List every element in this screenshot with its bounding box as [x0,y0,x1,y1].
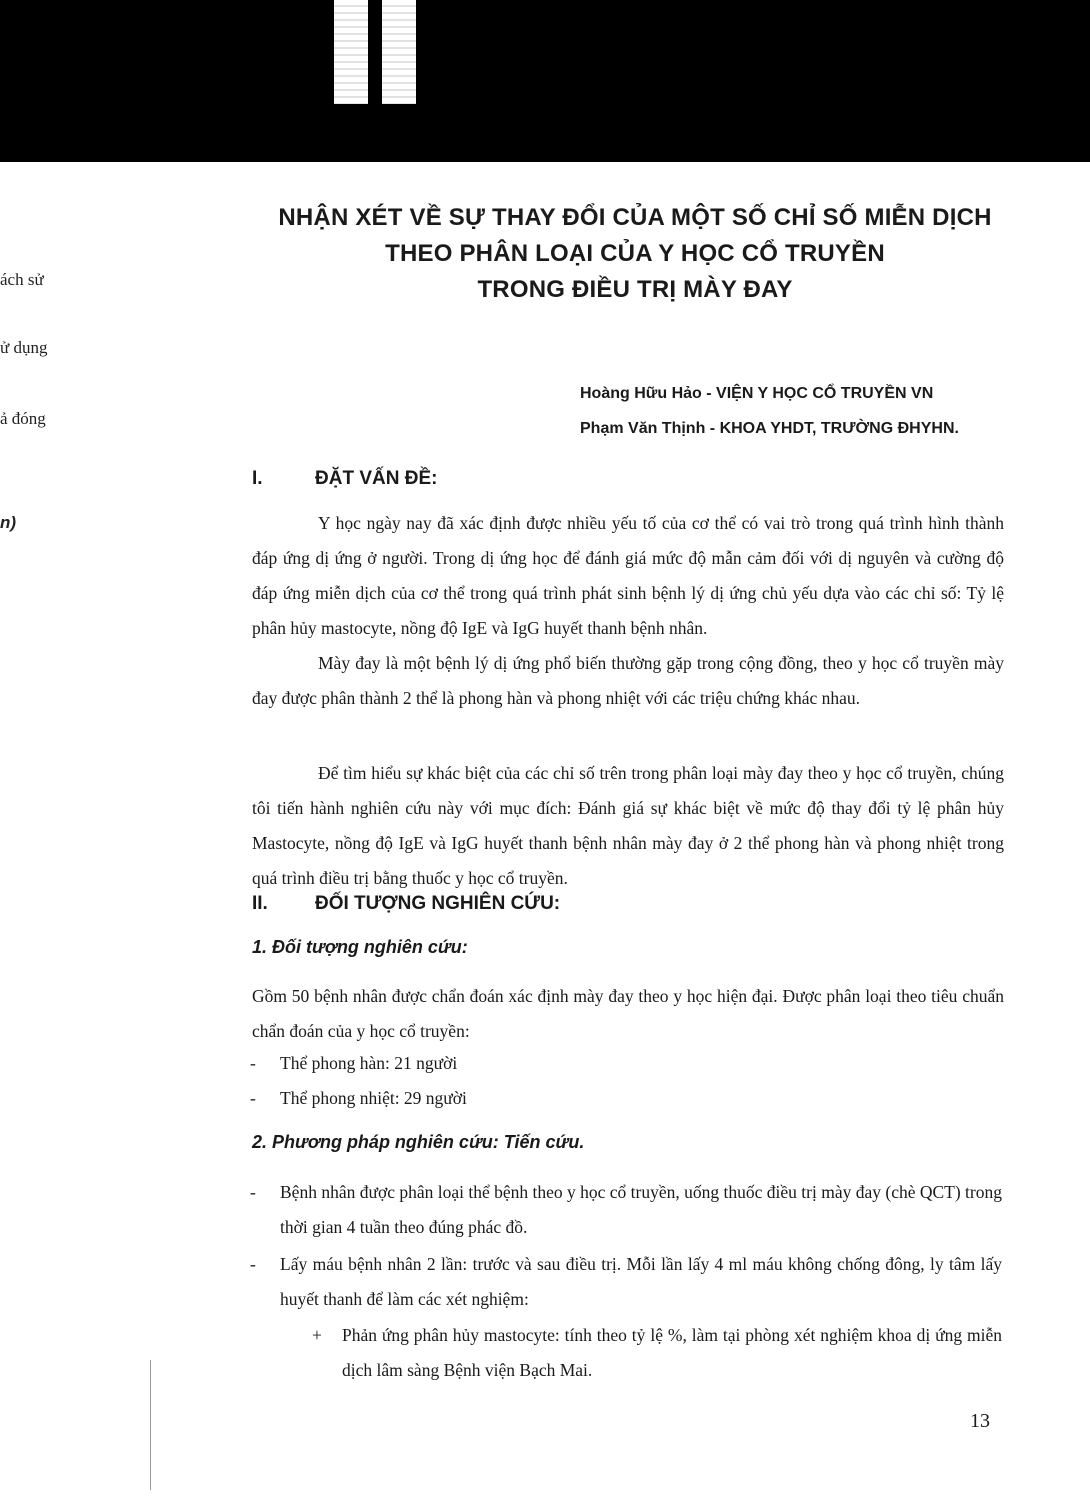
section-title: ĐỐI TƯỢNG NGHIÊN CỨU: [315,893,561,914]
paragraph: Mày đay là một bệnh lý dị ứng phổ biến thường gặp trong cộng đồng, theo y học cổ truyền mày đay được phân thành 2 thể là phong hàn và phong nhiệt với các triệu chứng khác nhau. [252,653,1004,708]
bullet-item [250,1046,1002,1081]
sub-bullet-text: Phản ứng phân hủy mastocyte: tính theo tỷ lệ %, làm tại phòng xét nghiệm khoa dị ứng miễn dịch lâm sàng Bệnh viện Bạch Mai. [342,1325,1002,1380]
margin-fragment: ách sử [0,270,44,289]
margin-fragment: ả đóng [0,409,46,428]
margin-scan-line [150,1360,151,1490]
bullet-text: Thể phong nhiệt: 29 người [280,1088,467,1108]
author-line-2: Phạm Văn Thịnh - KHOA YHDT, TRƯỜNG ĐHYHN. [580,420,959,437]
bullet-dash: - [250,1182,256,1202]
thumb-tab-right [382,0,416,104]
bullet-dash: - [250,1053,256,1073]
subsection-2-heading: 2. Phương pháp nghiên cứu: Tiến cứu. [252,1132,585,1152]
bullet-text: Thể phong hàn: 21 người [280,1053,458,1073]
thumb-tab-left [334,0,368,104]
paragraph: Gồm 50 bệnh nhân được chẩn đoán xác định mày đay theo y học hiện đại. Được phân loại theo tiêu chuẩn chẩn đoán của y học cổ truyền: [252,986,1004,1041]
paper-title [250,200,1020,308]
margin-fragment: ử dụng [0,338,48,357]
title-line-2: THEO PHÂN LOẠI CỦA Y HỌC CỔ TRUYỀN [385,240,885,267]
title-line-3: TRONG ĐIỀU TRỊ MÀY ĐAY [477,276,793,303]
bullet-dash: - [250,1254,256,1274]
bullet-item [250,1081,1002,1116]
section-1-heading [252,468,437,490]
top-black-band [0,0,1090,162]
section-number: I. [252,468,263,489]
bullet-text: Bệnh nhân được phân loại thể bệnh theo y học cổ truyền, uống thuốc điều trị mày đay (chè QCT) trong thời gian 4 tuần theo đúng phác đồ. [280,1182,1002,1237]
bullet-text: Lấy máu bệnh nhân 2 lần: trước và sau điều trị. Mỗi lần lấy 4 ml máu không chống đông, ly tâm lấy huyết thanh để làm các xét nghiệm: [280,1254,1002,1309]
section-number: II. [252,893,268,914]
page-number: 13 [970,1410,990,1432]
section-2-heading [252,893,560,915]
paragraph: Y học ngày nay đã xác định được nhiều yếu tố của cơ thể có vai trò trong quá trình hình thành đáp ứng dị ứng ở người. Trong dị ứng học để đánh giá mức độ mẫn cảm đối với dị nguyên và cường độ đáp ứng miễn dịch của cơ thể trong quá trình phát sinh bệnh lý dị ứng chủ yếu dựa vào các chỉ số: Tỷ lệ phân hủy mastocyte, nồng độ IgE và IgG huyết thanh bệnh nhân. [252,513,1004,638]
sub-bullet-item [312,1318,1002,1388]
title-line-1: NHẬN XÉT VỀ SỰ THAY ĐỔI CỦA MỘT SỐ CHỈ SỐ MIỄN DỊCH [278,204,992,231]
bullet-item [250,1247,1002,1317]
author-line-1: Hoàng Hữu Hảo - VIỆN Y HỌC CỔ TRUYỀN VN [580,385,934,402]
section-title: ĐẶT VẤN ĐỀ: [315,468,438,489]
bullet-item [250,1175,1002,1245]
subsection-1-heading: 1. Đối tượng nghiên cứu: [252,937,468,957]
paragraph: Để tìm hiểu sự khác biệt của các chỉ số trên trong phân loại mày đay theo y học cổ truyền, chúng tôi tiến hành nghiên cứu này với mục đích: Đánh giá sự khác biệt về mức độ thay đổi tỷ lệ phân hủy Mastocyte, nồng độ IgE và IgG huyết thanh bệnh nhân mày đay ở 2 thể phong hàn và phong nhiệt trong quá trình điều trị bằng thuốc y học cổ truyền. [252,763,1004,888]
sub-bullet-plus: + [312,1325,322,1345]
bullet-dash: - [250,1088,256,1108]
margin-fragment: n) [0,513,17,532]
